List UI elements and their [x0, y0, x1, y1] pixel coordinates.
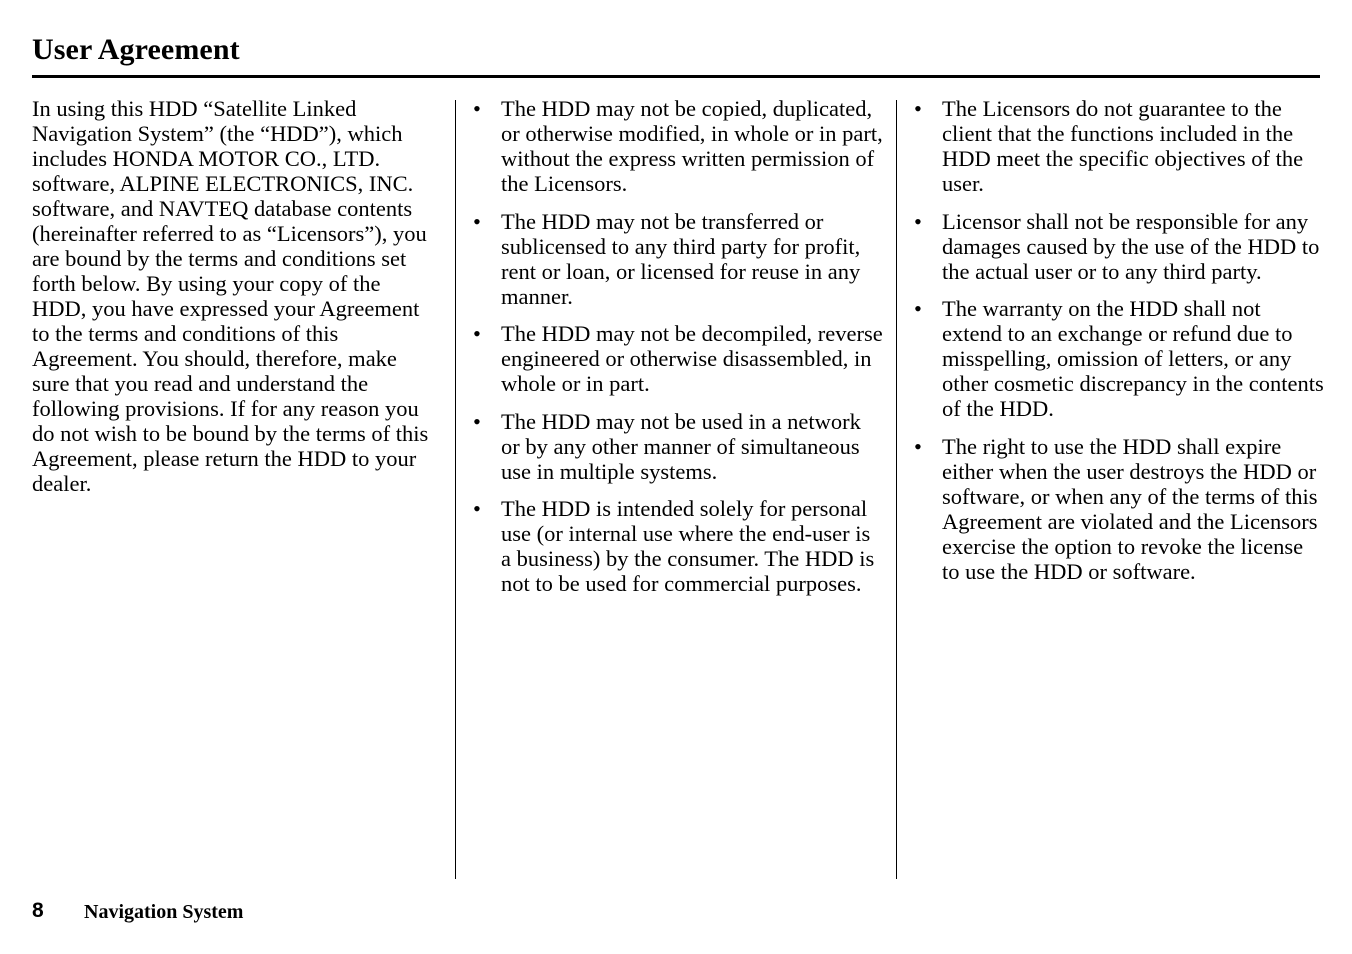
bullet-icon: • [473, 208, 481, 234]
list-item-text: The warranty on the HDD shall not extend to an exchange or refund due to misspelling, omission of letters, or any other cosmetic discrepancy in the contents of the HDD. [942, 296, 1324, 421]
list-item-text: The Licensors do not guarantee to the client that the functions included in the HDD meet the specific objectives of the user. [942, 96, 1304, 196]
column-terms-2 [914, 96, 1324, 596]
page-title: User Agreement [32, 33, 240, 66]
bullet-icon: • [473, 496, 481, 521]
list-item [914, 296, 1324, 421]
bullet-icon: • [914, 96, 922, 121]
column-divider-2 [896, 100, 897, 879]
list-item [473, 321, 885, 396]
list-item [473, 96, 885, 196]
list-item [473, 409, 885, 484]
terms-list-2 [914, 96, 1324, 584]
title-divider [32, 75, 1320, 78]
list-item [914, 209, 1324, 284]
column-intro [32, 96, 436, 496]
bullet-icon: • [914, 208, 922, 234]
list-item [914, 96, 1324, 196]
column-divider-1 [455, 100, 456, 879]
page-number: 8 [32, 899, 44, 922]
bullet-icon: • [473, 321, 481, 346]
bullet-icon: • [473, 96, 481, 121]
list-item-text: The HDD may not be transferred or sublicensed to any third party for profit, rent or loan, or licensed for reuse in any manner. [501, 208, 861, 309]
terms-list-1 [473, 96, 885, 596]
bullet-icon: • [914, 296, 922, 321]
list-item-text: The HDD may not be used in a network or by any other manner of simultaneous use in multiple systems. [501, 408, 861, 484]
list-item-text: The right to use the HDD shall expire either when the user destroys the HDD or software, or when any of the terms of this Agreement are violated and the Licensors exercise the option to revoke the license to use the HDD or software. [942, 433, 1318, 584]
bullet-icon: • [914, 433, 922, 459]
list-item [473, 496, 885, 596]
list-item-text: Licensor shall not be responsible for any damages caused by the use of the HDD to the actual user or to any third party. [942, 208, 1320, 284]
list-item-text: The HDD is intended solely for personal use (or internal use where the end-user is a business) by the consumer. The HDD is not to be used for commercial purposes. [501, 496, 875, 596]
footer-section-label: Navigation System [84, 901, 244, 923]
column-terms-1 [473, 96, 885, 609]
list-item-text: The HDD may not be copied, duplicated, or otherwise modified, in whole or in part, without the express written permission of the Licensors. [501, 96, 883, 196]
list-item [473, 209, 885, 309]
list-item-text: The HDD may not be decompiled, reverse engineered or otherwise disassembled, in whole or in part. [501, 321, 883, 396]
intro-paragraph: In using this HDD “Satellite Linked Navigation System” (the “HDD”), which includes HONDA MOTOR CO., LTD. software, ALPINE ELECTRONICS, INC. software, and NAVTEQ database contents (hereinafter referred to as “Licensors”), you are bound by the terms and conditions set forth below. By using your copy of the HDD, you have expressed your Agreement to the terms and conditions of this Agreement. You should, therefore, make sure that you read and understand the following provisions. If for any reason you do not wish to be bound by the terms of this Agreement, please return the HDD to your dealer. [32, 96, 429, 496]
bullet-icon: • [473, 408, 481, 434]
list-item [914, 434, 1324, 584]
